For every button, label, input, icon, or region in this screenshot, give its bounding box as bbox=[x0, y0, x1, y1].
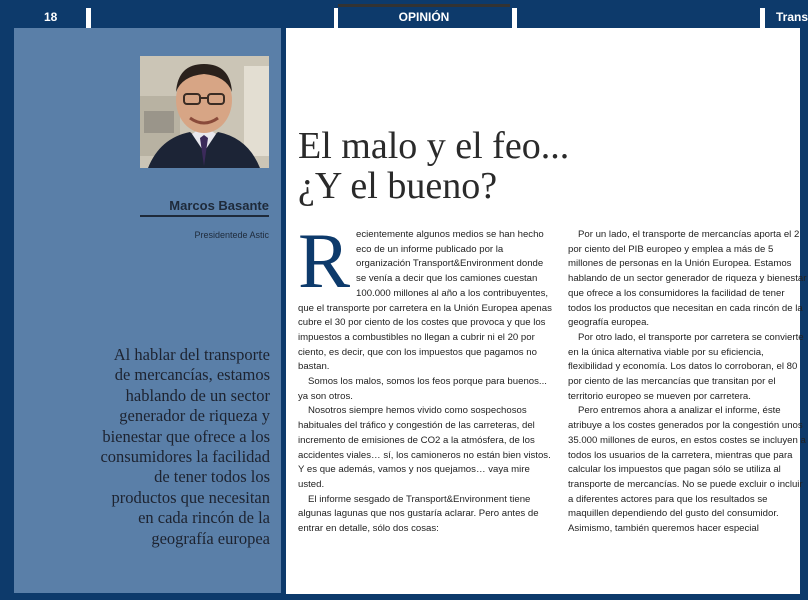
author-name: Marcos Basante bbox=[169, 198, 269, 213]
header-divider bbox=[86, 8, 91, 28]
paragraph: Por un lado, el transporte de mercancías aporta el 2 por ciento del PIB europeo y emplea a más de 5 millones de personas en la Unión Europea. Estamos hablando de un sector generador de riqueza y bienestar que ofrece a los consumidores la facilidad de tener todos los productos que necesitan en cada rincón de la geografía europea. bbox=[568, 229, 807, 329]
header-divider bbox=[760, 8, 765, 28]
article-column-1 bbox=[298, 217, 556, 537]
author-divider bbox=[140, 215, 269, 217]
paragraph: Por otro lado, el transporte por carretera se convierte en la única alternativa viable por su eficiencia, flexibilidad y economía. Los datos lo corroboran, el 80 por ciento de las mercancías que transitan por el territorio europeo se mueven por carretera. bbox=[568, 331, 804, 402]
paragraph bbox=[298, 217, 556, 375]
page-number: 18 bbox=[44, 10, 58, 24]
footer-bar bbox=[0, 594, 800, 600]
header-divider bbox=[512, 8, 517, 28]
paragraph: Somos los malos, somos los feos porque para buenos... ya son otros. bbox=[298, 376, 547, 402]
title-line-1: El malo y el feo... bbox=[298, 125, 570, 167]
pull-quote: Al hablar del transporte de mercancías, estamos hablando de un sector generador de riqueza y bienestar que ofrece a los consumidores la facilidad de tener todos los productos que necesitan en cada rincón de la geografía europea bbox=[100, 345, 270, 548]
author-role: Presidentede Astic bbox=[194, 230, 269, 240]
author-photo bbox=[140, 56, 269, 168]
paragraph: El informe sesgado de Transport&Environment tiene algunas lagunas que nos gustaría aclarar. Pero antes de entrar en detalle, sólo dos cosas: bbox=[298, 493, 539, 535]
paragraph-text: ecientemente algunos medios se han hecho eco de un informe publicado por la organización Transport&Environment donde se venía a decir que los camiones cuestan 100.000 millones al año a los contribuyentes, que el transporte por carretera en la Unión Europea apenas cubre el 30 por ciento de los costes que provoca y que los impuestos a combustibles no llegan a cubrir ni el 20 por ciento, es decir, que con los impuestos que pagamos no bastan. bbox=[298, 229, 552, 373]
article-column-2 bbox=[568, 228, 808, 537]
running-head-label: Trans bbox=[776, 10, 808, 24]
paragraph: Pero entremos ahora a analizar el informe, éste atribuye a los costes generados por la congestión unos 35.000 millones de euros, en estos costes se incluyen a todos los usuarios de la carretera, mientras que para calcular los impuestos que pagan sólo se utiliza al transporte de mercancías. No se puede excluir o incluir a diferentes actores para que los resultados se maquillen dependiendo del gusto del consumidor. Asimismo, también queremos hacer especial bbox=[568, 405, 806, 535]
section-label: OPINIÓN bbox=[338, 4, 510, 28]
title-line-2: ¿Y el bueno? bbox=[298, 165, 498, 207]
drop-cap: R bbox=[298, 217, 351, 304]
paragraph: Nosotros siempre hemos vivido como sospechosos habituales del tráfico y congestión de las carreteras, del incremento de emisiones de CO2 a la atmósfera, de los accidentes viales… sí, los camioneros no están bien vistos. Y es que además, vamos y nos quejamos… vaya mire usted. bbox=[298, 405, 551, 490]
article-title bbox=[298, 126, 569, 206]
